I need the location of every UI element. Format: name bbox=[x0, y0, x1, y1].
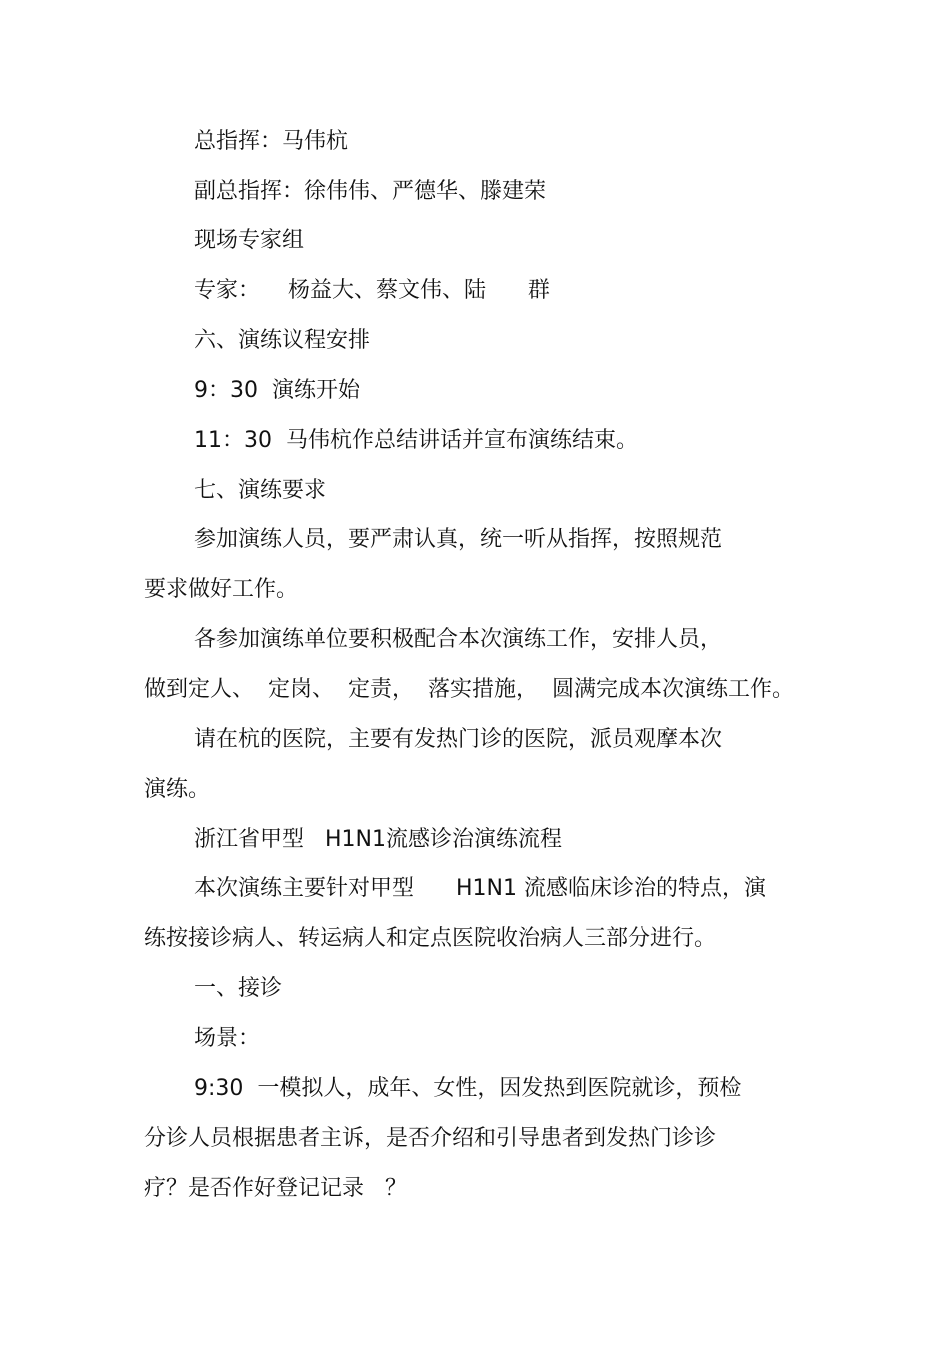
deputy-commander-line: 副总指挥：徐伟伟、严德华、滕建荣 bbox=[194, 179, 547, 204]
scene-line-2: 分诊人员根据患者主诉，是否介绍和引导患者到发热门诊诊 bbox=[144, 1126, 717, 1151]
intro-line-2: 练按接诊病人、转运病人和定点医院收治病人三部分进行。 bbox=[144, 926, 717, 951]
schedule-end-line: 11：30 马伟杭作总结讲话并宣布演练结束。 bbox=[194, 428, 638, 453]
scene-line-1: 9:30 一模拟人，成年、女性，因发热到医院就诊，预检 bbox=[194, 1076, 742, 1101]
expert-group-heading: 现场专家组 bbox=[194, 228, 305, 253]
section-six-heading: 六、演练议程安排 bbox=[194, 328, 371, 353]
requirement-2-line-2: 做到定人、 定岗、 定责， 落实措施， 圆满完成本次演练工作。 bbox=[144, 677, 794, 702]
requirement-1-line-1: 参加演练人员，要严肃认真，统一听从指挥，按照规范 bbox=[194, 527, 723, 552]
drill-process-title: 浙江省甲型 H1N1流感诊治演练流程 bbox=[194, 827, 562, 852]
requirement-3-line-2: 演练。 bbox=[144, 777, 211, 802]
intro-line-1: 本次演练主要针对甲型 H1N1 流感临床诊治的特点，演 bbox=[194, 876, 766, 901]
schedule-start-line: 9：30 演练开始 bbox=[194, 378, 360, 403]
section-one-heading: 一、接诊 bbox=[194, 976, 283, 1001]
scene-line-3: 疗？是否作好登记记录 ？ bbox=[144, 1176, 407, 1201]
requirement-3-line-1: 请在杭的医院，主要有发热门诊的医院，派员观摩本次 bbox=[194, 727, 723, 752]
requirement-2-line-1: 各参加演练单位要积极配合本次演练工作，安排人员， bbox=[194, 627, 723, 652]
commander-line: 总指挥：马伟杭 bbox=[194, 129, 349, 154]
section-seven-heading: 七、演练要求 bbox=[194, 478, 327, 503]
experts-line: 专家： 杨益大、蔡文伟、陆 群 bbox=[194, 278, 550, 303]
requirement-1-line-2: 要求做好工作。 bbox=[144, 577, 299, 602]
scene-label: 场景： bbox=[194, 1026, 261, 1051]
